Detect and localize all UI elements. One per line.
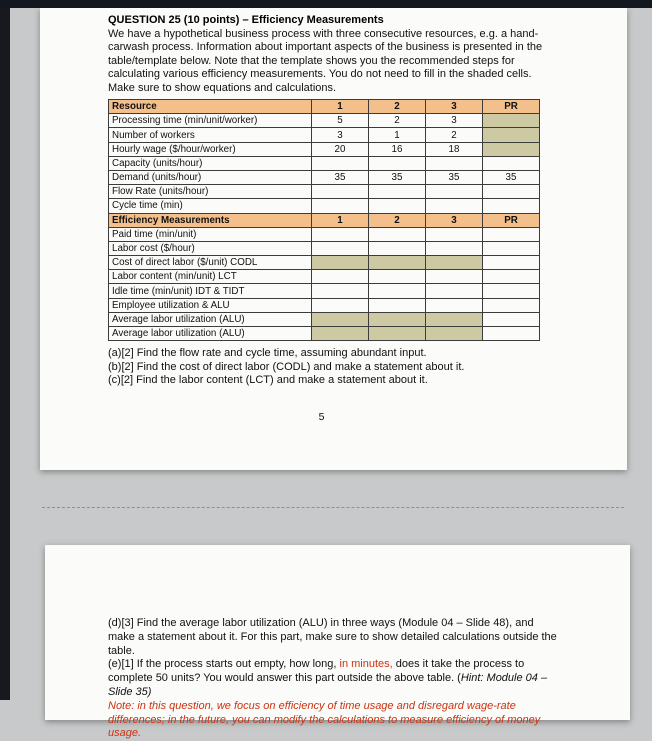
- question-item-a: (a)[2] Find the flow rate and cycle time, assuming abundant input.: [108, 347, 427, 360]
- table-cell: [369, 156, 426, 170]
- table-cell: 35: [312, 170, 369, 184]
- table-cell: [483, 241, 540, 255]
- question-item-c: (c)[2] Find the labor content (LCT) and make a statement about it.: [108, 374, 428, 387]
- table-cell: [426, 270, 483, 284]
- table-cell: [369, 270, 426, 284]
- table-cell: [369, 256, 426, 270]
- document-page-2: [45, 545, 630, 740]
- page-1-content: [40, 8, 627, 423]
- table-cell: [483, 270, 540, 284]
- table-row: [109, 241, 540, 255]
- document-page-1: [40, 8, 627, 470]
- table-row: [109, 199, 540, 213]
- table-cell: [426, 298, 483, 312]
- table-cell: [483, 227, 540, 241]
- table-cell: [426, 227, 483, 241]
- paragraph-segment-italic: Module 04 – Slide 35): [108, 672, 548, 698]
- table-cell: 18: [426, 142, 483, 156]
- table-cell: [426, 156, 483, 170]
- table-row: [109, 298, 540, 312]
- paragraph-segment-red: in minutes,: [339, 658, 393, 671]
- table-cell: [369, 199, 426, 213]
- table-cell: [483, 142, 540, 156]
- table-cell: PR: [483, 213, 540, 227]
- table-cell: 35: [426, 170, 483, 184]
- table-cell: [312, 298, 369, 312]
- table-row: [109, 142, 540, 156]
- table-row: [109, 227, 540, 241]
- paragraph-segment: (e)[1] If the process starts out empty, how long,: [108, 658, 340, 671]
- table-cell: [369, 298, 426, 312]
- table-cell: [483, 298, 540, 312]
- table-cell: [483, 185, 540, 199]
- paragraph-segment-italic: Hint:: [460, 672, 484, 685]
- row-label: Processing time (min/unit/worker): [109, 114, 312, 128]
- table-cell: [483, 156, 540, 170]
- row-label: Demand (units/hour): [109, 170, 312, 184]
- table-cell: 1: [312, 213, 369, 227]
- table-cell: [426, 327, 483, 341]
- table-header-col: 1: [312, 100, 369, 114]
- paragraph-segment: does it take the process to complete 50 units? You would answer this part outside the above table. (: [108, 658, 525, 685]
- row-label: Efficiency Measurements: [109, 213, 312, 227]
- table-cell: [369, 185, 426, 199]
- table-row: [109, 327, 540, 341]
- row-label: Paid time (min/unit): [109, 227, 312, 241]
- row-label: Cycle time (min): [109, 199, 312, 213]
- question-title: QUESTION 25 (10 points) – Efficiency Measurements: [108, 14, 384, 26]
- row-label: Flow Rate (units/hour): [109, 185, 312, 199]
- paragraph-d: (d)[3] Find the average labor utilization (ALU) in three ways (Module 04 – Slide 48), and make a statement about it. For this part, make sure to show detailed calculations outside the table.: [108, 617, 557, 657]
- table-cell: [483, 199, 540, 213]
- table-cell: [483, 327, 540, 341]
- table-cell: [312, 227, 369, 241]
- table-row: [109, 170, 540, 184]
- page-number: 5: [318, 411, 325, 424]
- table-cell: [426, 185, 483, 199]
- table-cell: [369, 312, 426, 326]
- table-cell: [312, 327, 369, 341]
- table-cell: [369, 227, 426, 241]
- question-list: [108, 347, 587, 387]
- table-cell: [483, 256, 540, 270]
- row-label: Labor content (min/unit) LCT: [109, 270, 312, 284]
- paragraph-e: [108, 658, 560, 699]
- table-cell: 3: [426, 213, 483, 227]
- table-cell: [312, 256, 369, 270]
- table-row: [109, 128, 540, 142]
- table-cell: 3: [426, 114, 483, 128]
- table-cell: [312, 241, 369, 255]
- row-label: Average labor utilization (ALU): [109, 327, 312, 341]
- table-header-col: 2: [369, 100, 426, 114]
- table-cell: 20: [312, 142, 369, 156]
- table-cell: [369, 327, 426, 341]
- row-label: Average labor utilization (ALU): [109, 312, 312, 326]
- table-cell: [483, 284, 540, 298]
- note-paragraph: Note: in this question, we focus on efficiency of time usage and disregard wage-rate differences; in the future, you can modify the calculations to measure efficiency of money usage.: [108, 699, 541, 740]
- question-item-b: (b)[2] Find the cost of direct labor (CODL) and make a statement about it.: [108, 360, 465, 373]
- table-cell: 1: [369, 128, 426, 142]
- table-cell: [312, 199, 369, 213]
- table-cell: [312, 185, 369, 199]
- table-cell: [483, 128, 540, 142]
- table-cell: [426, 312, 483, 326]
- table-header-row: [109, 100, 540, 114]
- table-header-col: PR: [483, 100, 540, 114]
- page-break-dashed-line: [42, 507, 624, 508]
- table-row: [109, 270, 540, 284]
- table-cell: [426, 199, 483, 213]
- table-header-label: Resource: [109, 100, 312, 114]
- row-label: Employee utilization & ALU: [109, 298, 312, 312]
- table-cell: 2: [369, 213, 426, 227]
- table-cell: [369, 241, 426, 255]
- table-cell: [483, 114, 540, 128]
- page-2-content: [45, 545, 630, 741]
- row-label: Idle time (min/unit) IDT & TIDT: [109, 284, 312, 298]
- table-cell: 5: [312, 114, 369, 128]
- table-row: [109, 256, 540, 270]
- row-label: Number of workers: [109, 128, 312, 142]
- table-row: [109, 114, 540, 128]
- table-cell: 35: [369, 170, 426, 184]
- table-cell: [426, 241, 483, 255]
- table-cell: 35: [483, 170, 540, 184]
- question-intro: We have a hypothetical business process with three consecutive resources, e.g. a hand-carwash process. Information about important aspects of the business is presented in the table/template below. Note that the template shows you the recommended steps for calculating various efficiency measurements. You do not need to fill in the shaded cells. Make sure to show equations and calculations.: [108, 28, 543, 94]
- table-cell: 2: [369, 114, 426, 128]
- top-dark-bar: [0, 0, 652, 8]
- table-cell: [426, 256, 483, 270]
- table-cell: [312, 312, 369, 326]
- table-cell: 16: [369, 142, 426, 156]
- table-cell: [483, 312, 540, 326]
- table-cell: [312, 270, 369, 284]
- resource-table: [108, 99, 540, 341]
- table-header-col: 3: [426, 100, 483, 114]
- row-label: Hourly wage ($/hour/worker): [109, 142, 312, 156]
- table-cell: [369, 284, 426, 298]
- table-cell: [312, 284, 369, 298]
- table-row: [109, 284, 540, 298]
- row-label: Capacity (units/hour): [109, 156, 312, 170]
- row-label: Cost of direct labor ($/unit) CODL: [109, 256, 312, 270]
- table-row: [109, 213, 540, 227]
- table-cell: 2: [426, 128, 483, 142]
- table-row: [109, 185, 540, 199]
- table-cell: 3: [312, 128, 369, 142]
- table-cell: [426, 284, 483, 298]
- row-label: Labor cost ($/hour): [109, 241, 312, 255]
- table-row: [109, 312, 540, 326]
- table-row: [109, 156, 540, 170]
- table-cell: [312, 156, 369, 170]
- left-dark-strip: [0, 0, 10, 700]
